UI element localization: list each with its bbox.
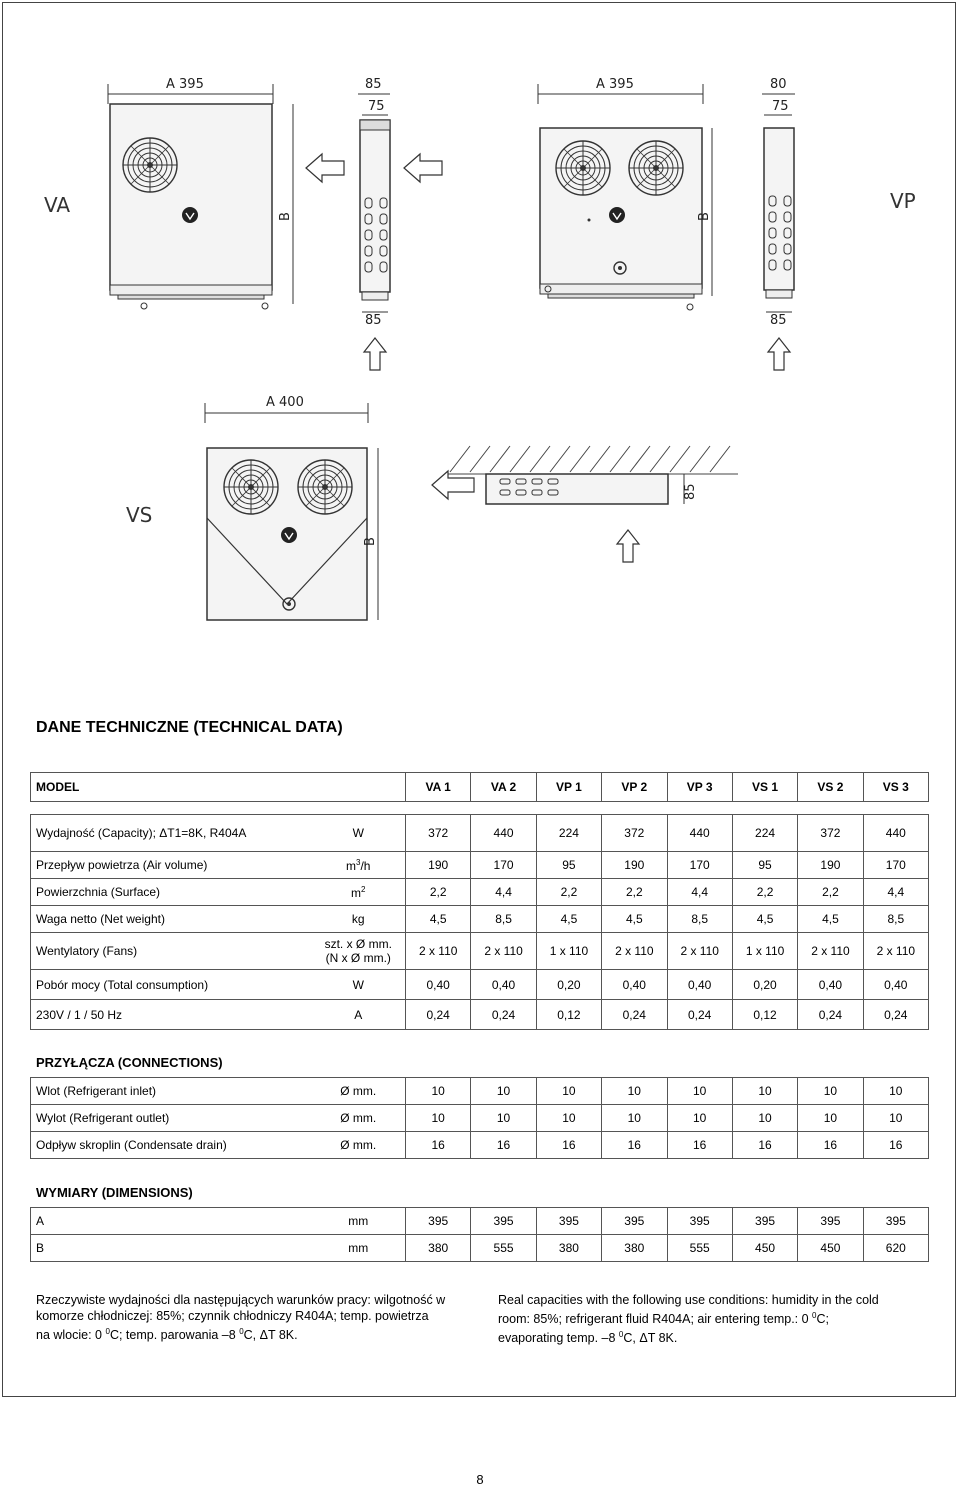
- vp-bottom: 85: [770, 313, 787, 328]
- model-col: VP 3: [667, 773, 732, 802]
- vs-unit-drawing: [126, 395, 738, 620]
- technical-data-table: [30, 772, 929, 1030]
- note-english: Real capacities with the following use conditions: humidity in the cold room: 85%; refrigerant fluid R404A; air entering temp.: 0 $^0$C; evaporating temp. –8 $^0$C, ΔT 8K.: [498, 1293, 879, 1346]
- vp-side-outer: 80: [770, 77, 787, 92]
- model-col: VP 2: [602, 773, 667, 802]
- table-row-inlet: Wlot (Refrigerant inlet) Ø mm. 10 10 10 10 10 10 10 10: [31, 1078, 929, 1105]
- model-col: VA 2: [471, 773, 536, 802]
- table-row-drain: Odpływ skroplin (Condensate drain) Ø mm. 16 16 16 16 16 16 16 16: [31, 1132, 929, 1159]
- model-col: VS 3: [863, 773, 928, 802]
- table-row-surface: Powierzchnia (Surface) $m^2$ 2,2 4,4 2,2 2,2 4,4 2,2 2,2 4,4: [31, 879, 929, 906]
- va-dim-b: B: [278, 212, 293, 221]
- vp-label: VP: [890, 189, 916, 213]
- vs-label: VS: [126, 503, 153, 527]
- note-polish: Rzeczywiste wydajności dla następujących warunków pracy: wilgotność w komorze chłodniczej: 85%; czynnik chłodniczy R404A; temp. powietrza na wlocie: 0 $^0$C; temp. parowania –8 $^0$C, ΔT 8K.: [36, 1293, 446, 1343]
- model-col: VS 1: [732, 773, 797, 802]
- va-bottom: 85: [365, 313, 382, 328]
- table-row-capacity: Wydajność (Capacity); ΔT1=8K, R404A W 372 440 224 372 440 224 372 440: [31, 815, 929, 852]
- table-row-weight: Waga netto (Net weight) kg 4,5 8,5 4,5 4,5 8,5 4,5 4,5 8,5: [31, 906, 929, 933]
- table-row-outlet: Wylot (Refrigerant outlet) Ø mm. 10 10 10 10 10 10 10 10: [31, 1105, 929, 1132]
- model-header: MODEL: [31, 773, 316, 802]
- technical-data-title: DANE TECHNICZNE (TECHNICAL DATA): [36, 719, 343, 736]
- model-col: VS 2: [798, 773, 863, 802]
- vp-side-inner: 75: [772, 99, 789, 114]
- vs-height: 85: [683, 483, 698, 500]
- vp-dim-a: A 395: [596, 77, 634, 92]
- table-row-consumption: Pobór mocy (Total consumption) W 0,40 0,40 0,20 0,40 0,40 0,20 0,40 0,40: [31, 970, 929, 1000]
- table-row-dim-a: A mm 395 395 395 395 395 395 395 395: [31, 1208, 929, 1235]
- page-number: 8: [476, 1472, 484, 1487]
- table-row-fans: Wentylatory (Fans) szt. x Ø mm. (N x Ø mm.) 2 x 110 2 x 110 1 x 110 2 x 110 2 x 110 1 x 110 2 x 110 2 x 110: [31, 933, 929, 970]
- table-row-air-volume: Przepływ powietrza (Air volume) $m^3/h$ 190 170 95 190 170 95 190 170: [31, 852, 929, 879]
- va-unit-drawing: [44, 77, 390, 370]
- vp-unit-drawing: [404, 77, 916, 370]
- vs-dim-b: B: [363, 537, 378, 546]
- va-side-outer: 85: [365, 77, 382, 92]
- connections-title: PRZYŁĄCZA (CONNECTIONS): [36, 1055, 223, 1070]
- va-dim-a: A 395: [166, 77, 204, 92]
- dimensions-table: [30, 1207, 929, 1262]
- dimensions-title: WYMIARY (DIMENSIONS): [36, 1185, 193, 1200]
- va-label: VA: [44, 193, 71, 217]
- vs-dim-a: A 400: [266, 395, 304, 410]
- technical-drawings: [0, 0, 960, 640]
- table-row-dim-b: B mm 380 555 380 380 555 450 450 620: [31, 1235, 929, 1262]
- table-header-row: [31, 773, 929, 802]
- vp-dim-b: B: [697, 212, 712, 221]
- table-row-current: 230V / 1 / 50 Hz A 0,24 0,24 0,12 0,24 0,24 0,12 0,24 0,24: [31, 1000, 929, 1030]
- connections-table: [30, 1077, 929, 1159]
- va-side-inner: 75: [368, 99, 385, 114]
- model-col: VA 1: [406, 773, 471, 802]
- model-col: VP 1: [536, 773, 601, 802]
